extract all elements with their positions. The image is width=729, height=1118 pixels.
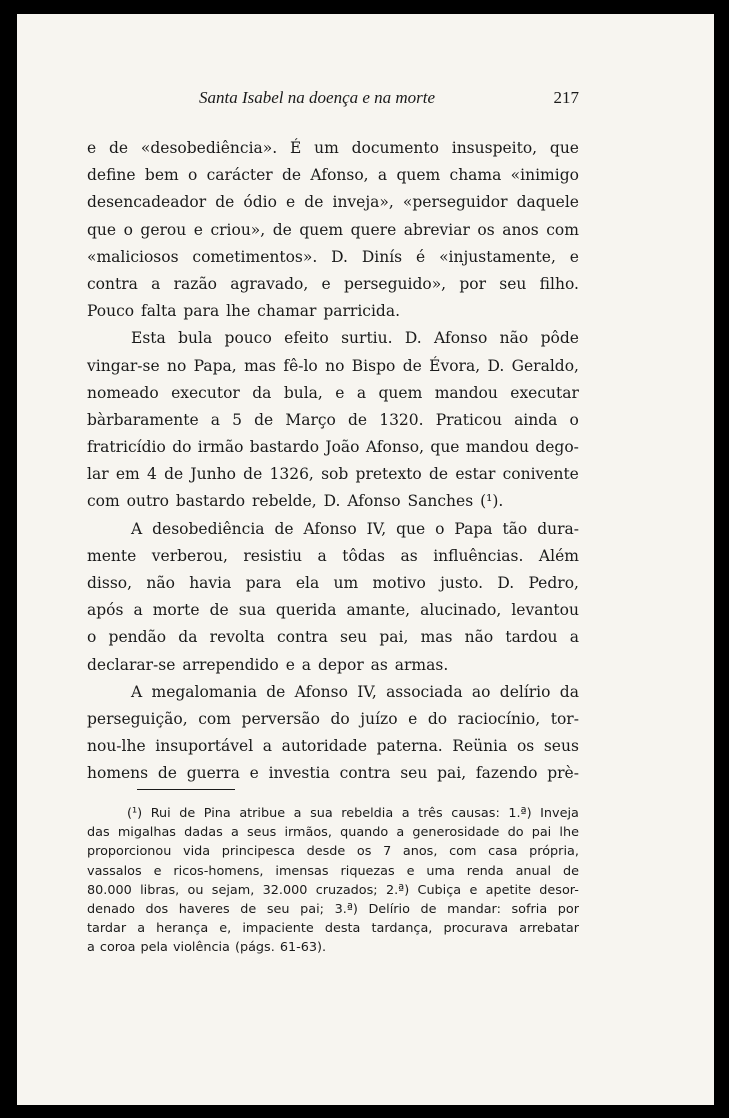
text-line: o pendão da revolta contra seu pai, mas não tardou a bbox=[87, 628, 579, 647]
text-line: nomeado executor da bula, e a quem mandou executar bbox=[87, 383, 579, 402]
text-line: que o gerou e criou», de quem quere abreviar os anos com bbox=[87, 220, 579, 239]
text-line: lar em 4 de Junho de 1326, sob pretexto de estar conivente bbox=[87, 465, 579, 484]
footnote-line: 80.000 libras, ou sejam, 32.000 cruzados; 2.ª) Cubiça e apetite desor- bbox=[87, 882, 579, 898]
text-line: desencadeador de ódio e de inveja», «perseguidor daquele bbox=[87, 193, 579, 212]
footnote-divider bbox=[137, 789, 235, 790]
text-line: perseguição, com perversão do juízo e do raciocínio, tor- bbox=[87, 709, 579, 728]
text-line: bàrbaramente a 5 de Março de 1320. Praticou ainda o bbox=[87, 410, 579, 429]
text-line: mente verberou, resistiu a tôdas as influências. Além bbox=[87, 546, 579, 565]
text-line: nou-lhe insuportável a autoridade paterna. Reünia os seus bbox=[87, 737, 579, 756]
text-line: A megalomania de Afonso IV, associada ao delírio da bbox=[131, 682, 579, 701]
footnote-line: das migalhas dadas a seus irmãos, quando a generosidade do pai lhe bbox=[87, 825, 579, 841]
text-line: declarar-se arrependido e a depor as armas. bbox=[87, 655, 449, 674]
text-line: A desobediência de Afonso IV, que o Papa tão dura- bbox=[131, 519, 579, 538]
running-title: Santa Isabel na doença e na morte bbox=[199, 88, 436, 107]
text-line: vingar-se no Papa, mas fê-lo no Bispo de Évora, D. Geraldo, bbox=[87, 356, 579, 375]
text-line: com outro bastardo rebelde, D. Afonso Sanches (¹). bbox=[87, 492, 504, 511]
page-number: 217 bbox=[553, 88, 579, 107]
text-line: após a morte de sua querida amante, alucinado, levantou bbox=[87, 601, 579, 620]
page-header bbox=[89, 88, 579, 116]
footnote-line: a coroa pela violência (págs. 61-63). bbox=[87, 940, 327, 956]
text-line: define bem o carácter de Afonso, a quem chama «inimigo bbox=[87, 166, 579, 185]
footnote-line: denado dos haveres de seu pai; 3.ª) Delírio de mandar: sofria por bbox=[87, 901, 579, 917]
text-line: Pouco falta para lhe chamar parricida. bbox=[87, 302, 401, 321]
text-line: e de «desobediência». É um documento insuspeito, que bbox=[87, 139, 579, 157]
text-line: disso, não havia para ela um motivo justo. D. Pedro, bbox=[87, 574, 579, 592]
text-line: homens de guerra e investia contra seu pai, fazendo prè- bbox=[87, 764, 579, 783]
footnote-line: tardar a herança e, impaciente desta tardança, procurava arrebatar bbox=[87, 921, 579, 937]
text-line: «maliciosos cometimentos». D. Dinís é «injustamente, e bbox=[87, 247, 579, 266]
footnote-line: vassalos e ricos-homens, imensas riquezas e uma renda anual de bbox=[87, 863, 579, 879]
footnotes bbox=[87, 804, 579, 958]
text-line: contra a razão agravado, e perseguido», por seu filho. bbox=[87, 274, 579, 293]
book-page bbox=[17, 14, 714, 1105]
text-line: fratricídio do irmão bastardo João Afonso, que mandou dego- bbox=[87, 438, 579, 457]
text-line: Esta bula pouco efeito surtiu. D. Afonso não pôde bbox=[131, 329, 579, 348]
body-text bbox=[87, 135, 579, 788]
footnote-line: (¹) Rui de Pina atribue a sua rebeldia a três causas: 1.ª) Inveja bbox=[127, 806, 579, 821]
footnote-line: proporcionou vida principesca desde os 7 anos, com casa própria, bbox=[87, 844, 579, 860]
